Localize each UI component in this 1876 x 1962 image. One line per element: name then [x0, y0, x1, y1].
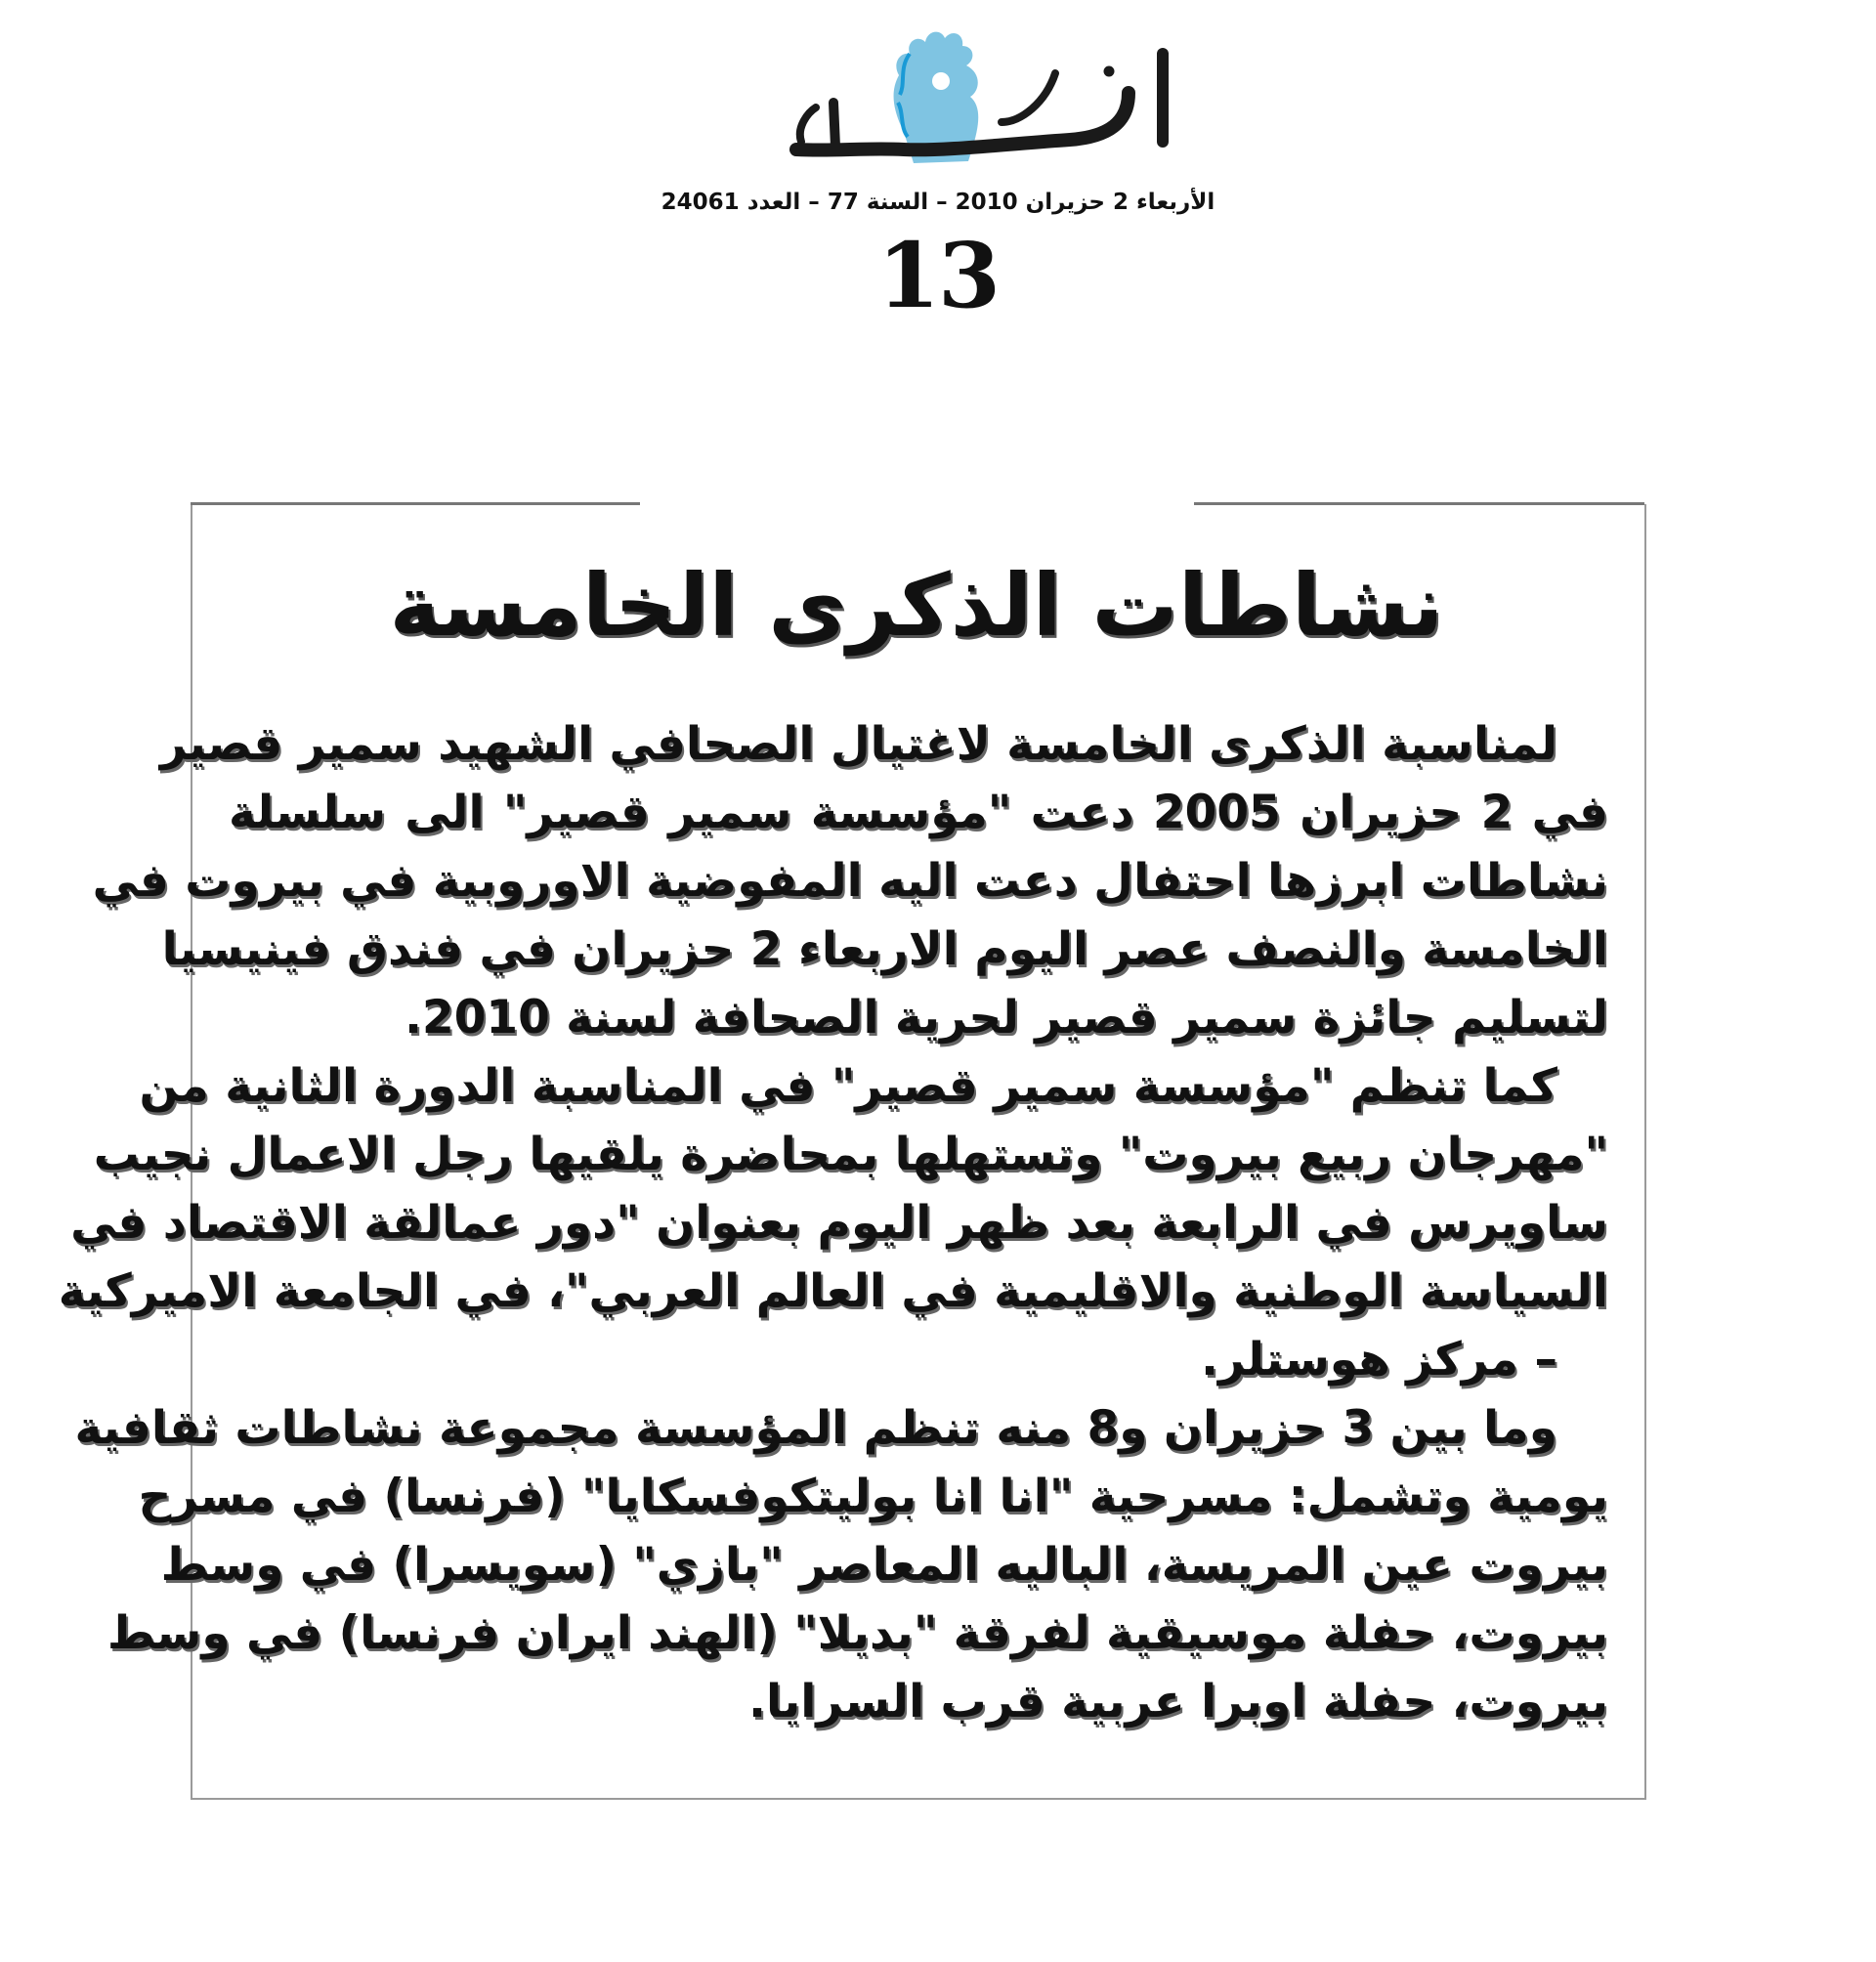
logo-calligraphy	[796, 54, 1163, 150]
body-line: لتسليم جائزة سمير قصير لحرية الصحافة لسنة 2010.	[405, 991, 1608, 1045]
body-line: بيروت، حفلة اوبرا عربية قرب السرايا.	[748, 1675, 1608, 1728]
body-line: الخامسة والنصف عصر اليوم الاربعاء 2 حزيران في فندق فينيسيا	[161, 922, 1608, 976]
body-line: بيروت عين المريسة، الباليه المعاصر "بازي" (سويسرا) في وسط	[160, 1538, 1608, 1592]
body-line: لمناسبة الذكرى الخامسة لاغتيال الصحافي الشهيد سمير قصير	[159, 717, 1557, 771]
body-line: "مهرجان ربيع بيروت" وتستهلها بمحاضرة يلقيها رجل الاعمال نجيب	[93, 1128, 1608, 1181]
body-line: بيروت، حفلة موسيقية لفرقة "بديلا" (الهند ايران فرنسا) في وسط	[107, 1606, 1608, 1660]
body-line: كما تنظم "مؤسسة سمير قصير" في المناسبة الدورة الثانية من	[139, 1059, 1557, 1113]
body-line: ساويرس في الرابعة بعد ظهر اليوم بعنوان "دور عمالقة الاقتصاد في	[70, 1196, 1608, 1250]
body-line: في 2 حزيران 2005 دعت "مؤسسة سمير قصير" الى سلسلة	[229, 786, 1608, 839]
page-number: 13	[876, 223, 1000, 328]
article-title: نشاطات الذكرى الخامسة	[389, 555, 1444, 656]
body-line: نشاطات ابرزها احتفال دعت اليه المفوضية الاوروبية في بيروت في	[92, 854, 1608, 908]
body-line: – مركز هوستلر.	[1201, 1333, 1557, 1386]
dateline: الأربعاء 2 حزيران 2010 – السنة 77 – العدد 24061	[661, 190, 1215, 215]
frame-top-rule-left	[191, 502, 640, 505]
newspaper-logo	[718, 15, 1207, 181]
body-line: يومية وتشمل: مسرحية "انا انا بوليتكوفسكايا" (فرنسا) في مسرح	[138, 1470, 1608, 1523]
body-line: السياسة الوطنية والاقليمية في العالم العربي"، في الجامعة الاميركية	[58, 1264, 1608, 1318]
frame-top-rule-right	[1194, 502, 1644, 505]
body-line: وما بين 3 حزيران و8 منه تنظم المؤسسة مجموعة نشاطات ثقافية	[74, 1401, 1557, 1455]
